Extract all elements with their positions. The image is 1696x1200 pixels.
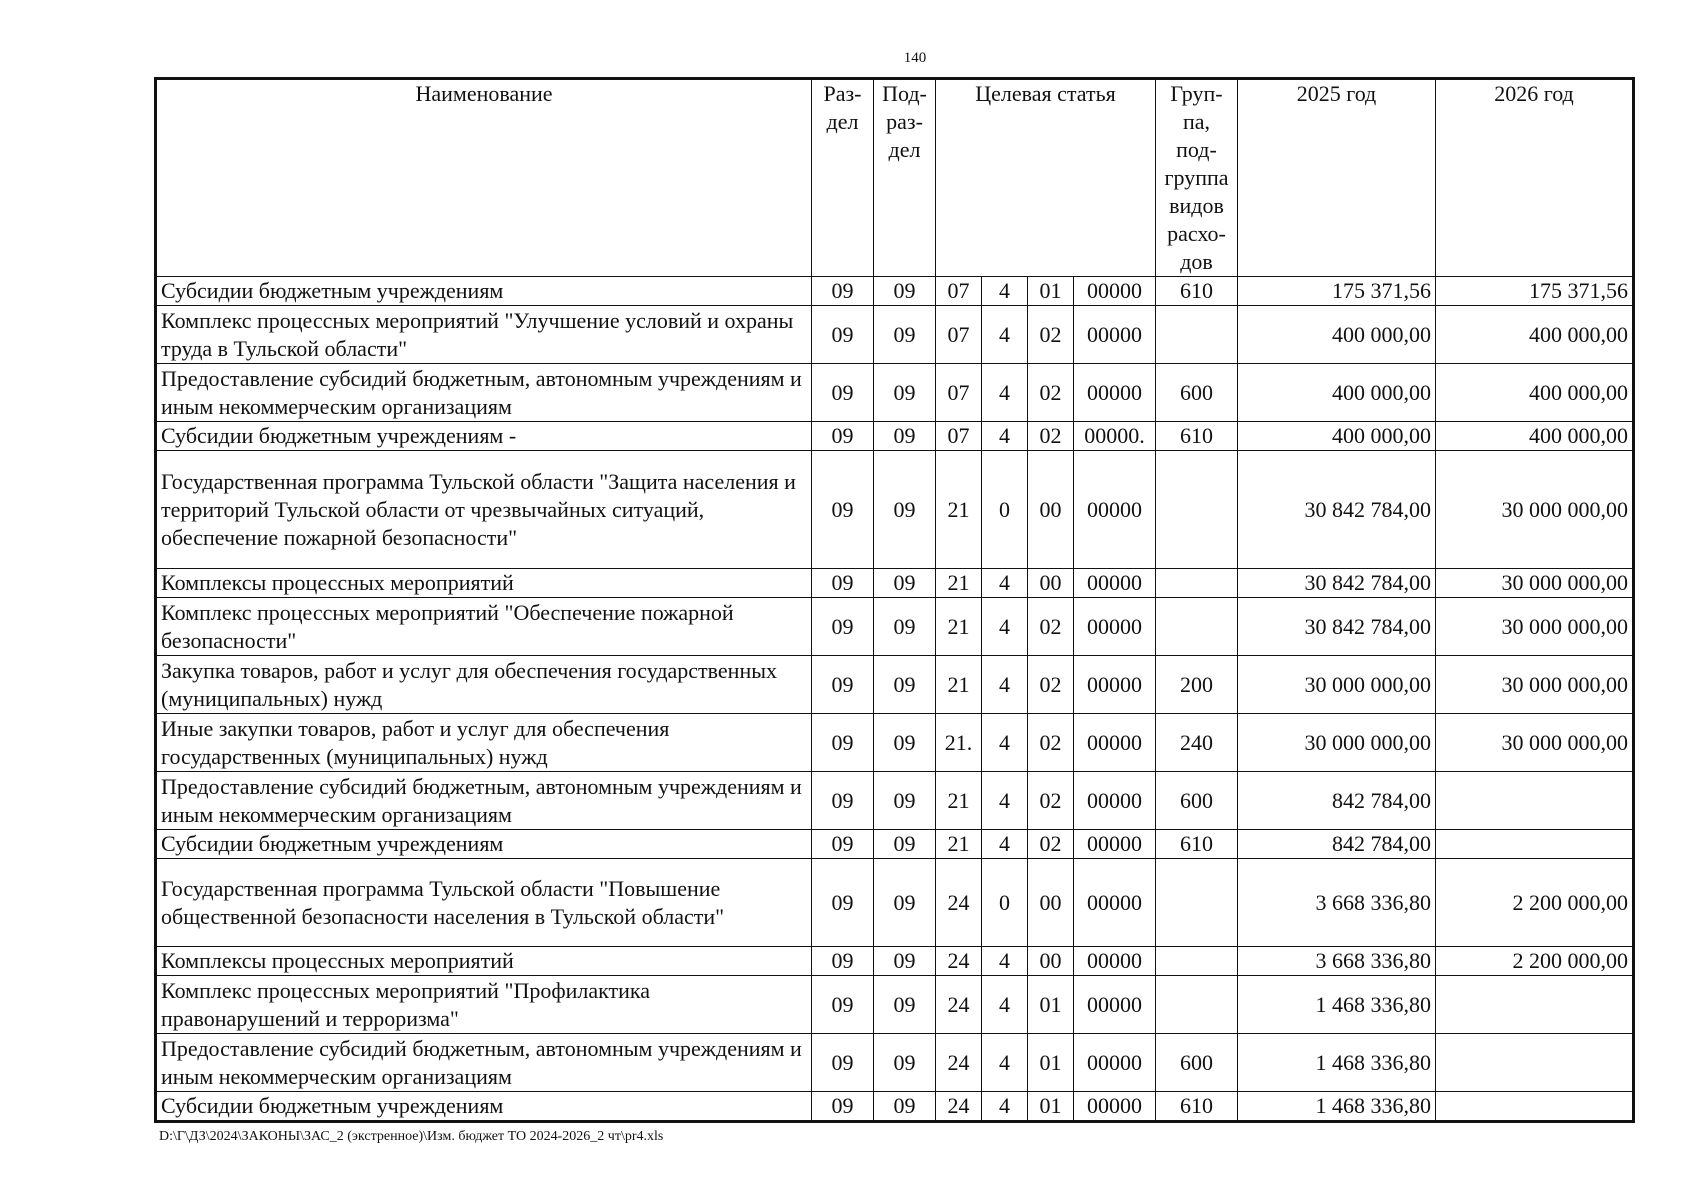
row-vid-rashodov: 600 [1156,772,1238,830]
row-amount-2025: 3 668 336,80 [1238,947,1436,976]
row-amount-2026: 400 000,00 [1436,364,1634,422]
row-vid-rashodov [1156,859,1238,947]
row-name: Комплекс процессных мероприятий "Обеспечение пожарной безопасности" [156,598,812,656]
row-amount-2026: 2 200 000,00 [1436,859,1634,947]
row-celevaya-subprogram: 00 [1028,947,1074,976]
row-podrazdel: 09 [874,364,936,422]
row-vid-rashodov: 240 [1156,714,1238,772]
row-amount-2026: 30 000 000,00 [1436,714,1634,772]
row-podrazdel: 09 [874,569,936,598]
row-celevaya-direction: 00000 [1074,714,1156,772]
row-name: Предоставление субсидий бюджетным, автономным учреждениям и иным некоммерческим организациям [156,772,812,830]
row-amount-2026: 30 000 000,00 [1436,569,1634,598]
table-row [156,598,1634,656]
table-row [156,277,1634,306]
row-vid-rashodov: 610 [1156,830,1238,859]
row-vid-rashodov [1156,598,1238,656]
table-row [156,830,1634,859]
header-name: Наименование [156,79,812,277]
row-razdel: 09 [812,1092,874,1122]
row-razdel: 09 [812,451,874,569]
row-name: Иные закупки товаров, работ и услуг для обеспечения государственных (муниципальных) нужд [156,714,812,772]
row-amount-2025: 30 842 784,00 [1238,569,1436,598]
row-celevaya-subprogram: 02 [1028,656,1074,714]
row-podrazdel: 09 [874,277,936,306]
row-celevaya-direction: 00000 [1074,830,1156,859]
row-name: Субсидии бюджетным учреждениям - [156,422,812,451]
row-razdel: 09 [812,422,874,451]
row-razdel: 09 [812,569,874,598]
row-celevaya-type: 4 [982,598,1028,656]
row-amount-2026: 30 000 000,00 [1436,598,1634,656]
table-header-row [156,79,1634,277]
row-celevaya-subprogram: 02 [1028,306,1074,364]
row-celevaya-program: 24 [936,947,982,976]
header-celevaya-statya: Целевая статья [936,79,1156,277]
row-vid-rashodov [1156,976,1238,1034]
row-amount-2025: 400 000,00 [1238,306,1436,364]
table-row [156,1034,1634,1092]
row-amount-2025: 30 842 784,00 [1238,598,1436,656]
row-name: Субсидии бюджетным учреждениям [156,830,812,859]
row-celevaya-subprogram: 01 [1028,277,1074,306]
row-celevaya-direction: 00000 [1074,569,1156,598]
budget-table [154,77,1635,1123]
row-celevaya-type: 4 [982,830,1028,859]
header-year-2026: 2026 год [1436,79,1634,277]
row-name: Комплексы процессных мероприятий [156,569,812,598]
table-row [156,1092,1634,1122]
row-celevaya-program: 21 [936,772,982,830]
row-celevaya-direction: 00000 [1074,451,1156,569]
row-amount-2026 [1436,976,1634,1034]
row-celevaya-subprogram: 02 [1028,598,1074,656]
row-name: Закупка товаров, работ и услуг для обеспечения государственных (муниципальных) нужд [156,656,812,714]
header-year-2025: 2025 год [1238,79,1436,277]
header-razdel: Раз- дел [812,79,874,277]
row-podrazdel: 09 [874,947,936,976]
row-celevaya-subprogram: 01 [1028,976,1074,1034]
row-celevaya-program: 24 [936,859,982,947]
header-gruppa-vidov-rashodov: Груп- па, под- группа видов расхо- дов [1156,79,1238,277]
row-amount-2025: 400 000,00 [1238,364,1436,422]
file-path-footer: D:\Г\ДЗ\2024\ЗАКОНЫ\ЗАС_2 (экстренное)\Изм. бюджет ТО 2024-2026_2 чт\pr4.xls [159,1129,664,1144]
row-celevaya-type: 4 [982,306,1028,364]
row-celevaya-direction: 00000 [1074,656,1156,714]
row-celevaya-type: 4 [982,947,1028,976]
row-celevaya-direction: 00000 [1074,772,1156,830]
row-amount-2025: 1 468 336,80 [1238,1092,1436,1122]
row-amount-2025: 1 468 336,80 [1238,1034,1436,1092]
row-amount-2025: 842 784,00 [1238,772,1436,830]
table-row [156,569,1634,598]
row-celevaya-type: 4 [982,714,1028,772]
row-name: Комплекс процессных мероприятий "Улучшение условий и охраны труда в Тульской области" [156,306,812,364]
row-celevaya-type: 4 [982,656,1028,714]
row-celevaya-direction: 00000 [1074,306,1156,364]
row-celevaya-subprogram: 01 [1028,1092,1074,1122]
row-celevaya-type: 4 [982,569,1028,598]
row-podrazdel: 09 [874,976,936,1034]
row-vid-rashodov [1156,451,1238,569]
row-celevaya-subprogram: 02 [1028,422,1074,451]
row-podrazdel: 09 [874,306,936,364]
row-podrazdel: 09 [874,656,936,714]
row-celevaya-subprogram: 02 [1028,714,1074,772]
row-celevaya-program: 21 [936,569,982,598]
row-celevaya-type: 4 [982,772,1028,830]
row-amount-2025: 400 000,00 [1238,422,1436,451]
table-row [156,451,1634,569]
row-celevaya-program: 24 [936,1034,982,1092]
row-celevaya-type: 4 [982,422,1028,451]
row-celevaya-program: 24 [936,976,982,1034]
row-razdel: 09 [812,859,874,947]
row-amount-2025: 30 000 000,00 [1238,656,1436,714]
row-vid-rashodov [1156,947,1238,976]
row-celevaya-subprogram: 02 [1028,364,1074,422]
row-vid-rashodov: 610 [1156,277,1238,306]
header-podrazdel: Под- раз- дел [874,79,936,277]
row-name: Субсидии бюджетным учреждениям [156,1092,812,1122]
row-podrazdel: 09 [874,598,936,656]
row-celevaya-subprogram: 02 [1028,772,1074,830]
row-celevaya-program: 07 [936,277,982,306]
row-amount-2026: 400 000,00 [1436,422,1634,451]
row-podrazdel: 09 [874,451,936,569]
row-razdel: 09 [812,364,874,422]
row-celevaya-type: 4 [982,364,1028,422]
row-celevaya-direction: 00000 [1074,947,1156,976]
row-name: Субсидии бюджетным учреждениям [156,277,812,306]
row-celevaya-program: 07 [936,422,982,451]
row-celevaya-direction: 00000 [1074,364,1156,422]
row-vid-rashodov: 610 [1156,422,1238,451]
row-celevaya-program: 21 [936,451,982,569]
row-amount-2026: 2 200 000,00 [1436,947,1634,976]
row-razdel: 09 [812,1034,874,1092]
row-celevaya-type: 0 [982,451,1028,569]
row-amount-2026: 400 000,00 [1436,306,1634,364]
row-podrazdel: 09 [874,772,936,830]
row-celevaya-direction: 00000 [1074,1034,1156,1092]
row-razdel: 09 [812,714,874,772]
row-celevaya-type: 4 [982,1092,1028,1122]
row-vid-rashodov [1156,569,1238,598]
row-name: Комплекс процессных мероприятий "Профилактика правонарушений и терроризма" [156,976,812,1034]
row-razdel: 09 [812,830,874,859]
row-razdel: 09 [812,976,874,1034]
table-row [156,306,1634,364]
table-row [156,656,1634,714]
row-celevaya-type: 0 [982,859,1028,947]
row-celevaya-subprogram: 01 [1028,1034,1074,1092]
table-row [156,947,1634,976]
row-podrazdel: 09 [874,1034,936,1092]
row-amount-2026 [1436,830,1634,859]
row-podrazdel: 09 [874,714,936,772]
table-row [156,422,1634,451]
row-celevaya-program: 21 [936,656,982,714]
row-amount-2025: 3 668 336,80 [1238,859,1436,947]
row-razdel: 09 [812,656,874,714]
row-celevaya-program: 21 [936,598,982,656]
row-podrazdel: 09 [874,422,936,451]
row-celevaya-direction: 00000. [1074,422,1156,451]
row-vid-rashodov: 600 [1156,1034,1238,1092]
row-celevaya-direction: 00000 [1074,1092,1156,1122]
row-amount-2026: 30 000 000,00 [1436,656,1634,714]
row-celevaya-direction: 00000 [1074,976,1156,1034]
row-celevaya-program: 07 [936,364,982,422]
row-podrazdel: 09 [874,1092,936,1122]
row-celevaya-direction: 00000 [1074,598,1156,656]
row-name: Предоставление субсидий бюджетным, автономным учреждениям и иным некоммерческим организациям [156,364,812,422]
row-vid-rashodov: 610 [1156,1092,1238,1122]
table-row [156,976,1634,1034]
row-podrazdel: 09 [874,830,936,859]
row-celevaya-program: 21. [936,714,982,772]
table-row [156,772,1634,830]
row-amount-2026 [1436,1034,1634,1092]
row-celevaya-direction: 00000 [1074,277,1156,306]
row-celevaya-program: 24 [936,1092,982,1122]
row-razdel: 09 [812,772,874,830]
table-row [156,364,1634,422]
row-amount-2025: 30 000 000,00 [1238,714,1436,772]
row-amount-2025: 175 371,56 [1238,277,1436,306]
row-vid-rashodov: 200 [1156,656,1238,714]
row-celevaya-subprogram: 00 [1028,451,1074,569]
row-amount-2025: 30 842 784,00 [1238,451,1436,569]
table-row [156,859,1634,947]
row-celevaya-type: 4 [982,976,1028,1034]
row-podrazdel: 09 [874,859,936,947]
row-razdel: 09 [812,598,874,656]
row-name: Комплексы процессных мероприятий [156,947,812,976]
row-celevaya-program: 21 [936,830,982,859]
row-celevaya-subprogram: 02 [1028,830,1074,859]
row-amount-2026: 30 000 000,00 [1436,451,1634,569]
row-celevaya-subprogram: 00 [1028,859,1074,947]
row-razdel: 09 [812,306,874,364]
row-celevaya-direction: 00000 [1074,859,1156,947]
row-celevaya-type: 4 [982,1034,1028,1092]
row-razdel: 09 [812,947,874,976]
row-vid-rashodov: 600 [1156,364,1238,422]
row-name: Государственная программа Тульской области "Повышение общественной безопасности населения в Тульской области" [156,859,812,947]
row-celevaya-type: 4 [982,277,1028,306]
row-name: Государственная программа Тульской области "Защита населения и территорий Тульской области от чрезвычайных ситуаций, обеспечение пожарной безопасности" [156,451,812,569]
row-celevaya-subprogram: 00 [1028,569,1074,598]
page-number: 140 [903,50,927,66]
table-row [156,714,1634,772]
row-razdel: 09 [812,277,874,306]
row-amount-2026: 175 371,56 [1436,277,1634,306]
row-amount-2025: 1 468 336,80 [1238,976,1436,1034]
row-amount-2025: 842 784,00 [1238,830,1436,859]
row-celevaya-program: 07 [936,306,982,364]
row-amount-2026 [1436,772,1634,830]
row-name: Предоставление субсидий бюджетным, автономным учреждениям и иным некоммерческим организациям [156,1034,812,1092]
row-amount-2026 [1436,1092,1634,1122]
row-vid-rashodov [1156,306,1238,364]
